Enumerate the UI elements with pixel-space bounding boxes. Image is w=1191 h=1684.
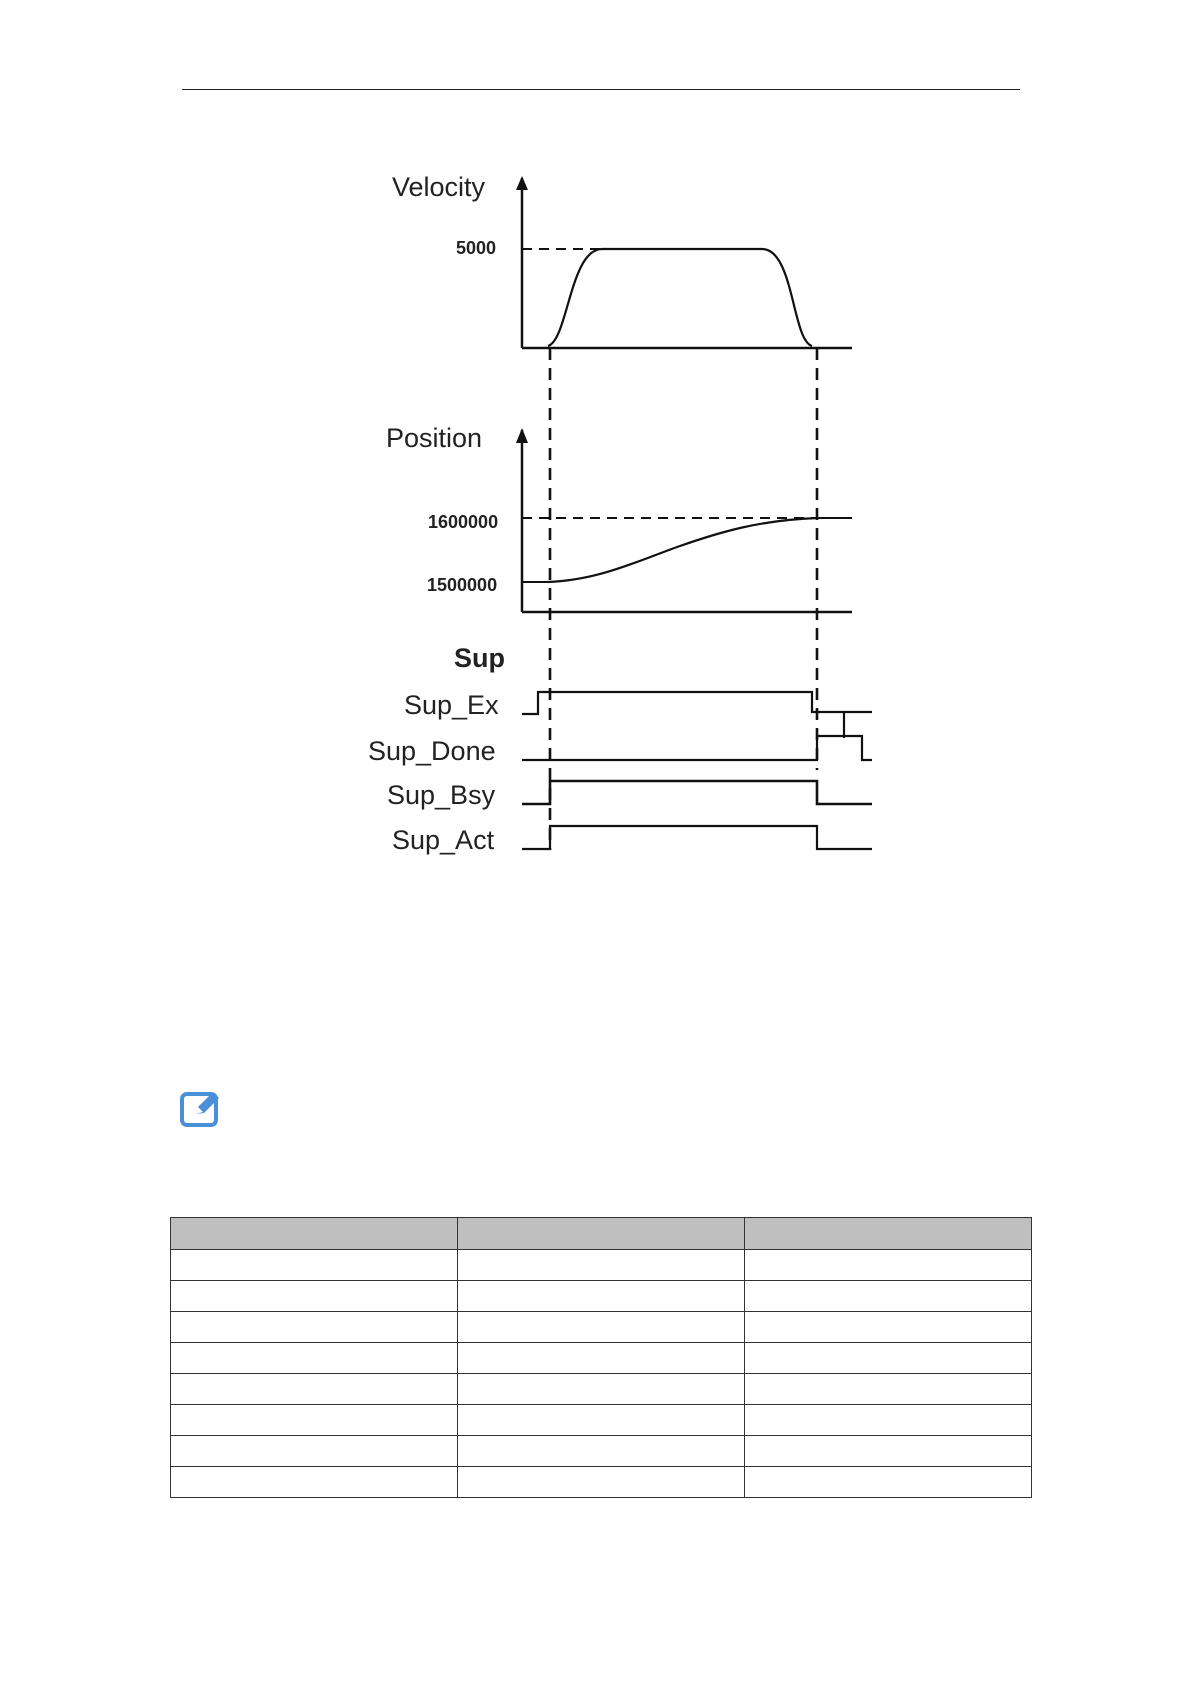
table-cell	[458, 1374, 745, 1405]
column-header	[458, 1218, 745, 1250]
table-row	[171, 1467, 1032, 1498]
table-cell	[745, 1436, 1032, 1467]
table-cell	[171, 1374, 458, 1405]
velocity-axis-label: Velocity	[392, 172, 486, 202]
position-arrow-icon	[516, 428, 528, 443]
column-header	[745, 1218, 1032, 1250]
velocity-profile-curve	[548, 249, 812, 346]
position-profile-curve	[548, 518, 818, 582]
position-lower-label: 1500000	[427, 575, 498, 595]
edit-note-icon	[180, 1088, 224, 1128]
table-row	[171, 1250, 1032, 1281]
table-cell	[171, 1405, 458, 1436]
velocity-plot	[392, 172, 852, 348]
parameter-table	[170, 1217, 1032, 1498]
table-cell	[458, 1467, 745, 1498]
table-cell	[458, 1281, 745, 1312]
table-row	[171, 1374, 1032, 1405]
table-cell	[745, 1467, 1032, 1498]
position-plot	[386, 423, 852, 612]
signal-label-sup-act: Sup_Act	[392, 825, 495, 855]
table-cell	[745, 1281, 1032, 1312]
table-cell	[171, 1343, 458, 1374]
table-cell	[458, 1405, 745, 1436]
table-row	[171, 1281, 1032, 1312]
table-row	[171, 1436, 1032, 1467]
table-header-row	[171, 1218, 1032, 1250]
position-upper-label: 1600000	[428, 512, 499, 532]
signal-timing	[368, 643, 872, 855]
signal-trace-sup-ex	[522, 692, 872, 738]
table-cell	[745, 1312, 1032, 1343]
table-cell	[745, 1405, 1032, 1436]
table-cell	[171, 1312, 458, 1343]
signal-label-sup-bsy: Sup_Bsy	[387, 780, 496, 810]
velocity-level-label: 5000	[456, 238, 497, 258]
signal-label-sup-ex: Sup_Ex	[404, 690, 499, 720]
table-cell	[745, 1374, 1032, 1405]
table-cell	[458, 1343, 745, 1374]
table-cell	[171, 1436, 458, 1467]
table-cell	[745, 1250, 1032, 1281]
table-cell	[745, 1343, 1032, 1374]
column-header	[171, 1218, 458, 1250]
signal-trace-sup-act	[522, 826, 872, 849]
table-cell	[458, 1250, 745, 1281]
table-row	[171, 1405, 1032, 1436]
signal-trace-sup-bsy	[522, 781, 872, 804]
table-cell	[171, 1467, 458, 1498]
table-cell	[458, 1312, 745, 1343]
table-cell	[171, 1250, 458, 1281]
signal-trace-sup-done	[522, 736, 872, 760]
position-axis-label: Position	[386, 423, 483, 453]
table-row	[171, 1312, 1032, 1343]
table-cell	[171, 1281, 458, 1312]
velocity-arrow-icon	[516, 176, 528, 190]
table-cell	[458, 1436, 745, 1467]
table-row	[171, 1343, 1032, 1374]
signal-group-label: Sup	[454, 643, 505, 673]
signal-label-sup-done: Sup_Done	[368, 736, 496, 766]
